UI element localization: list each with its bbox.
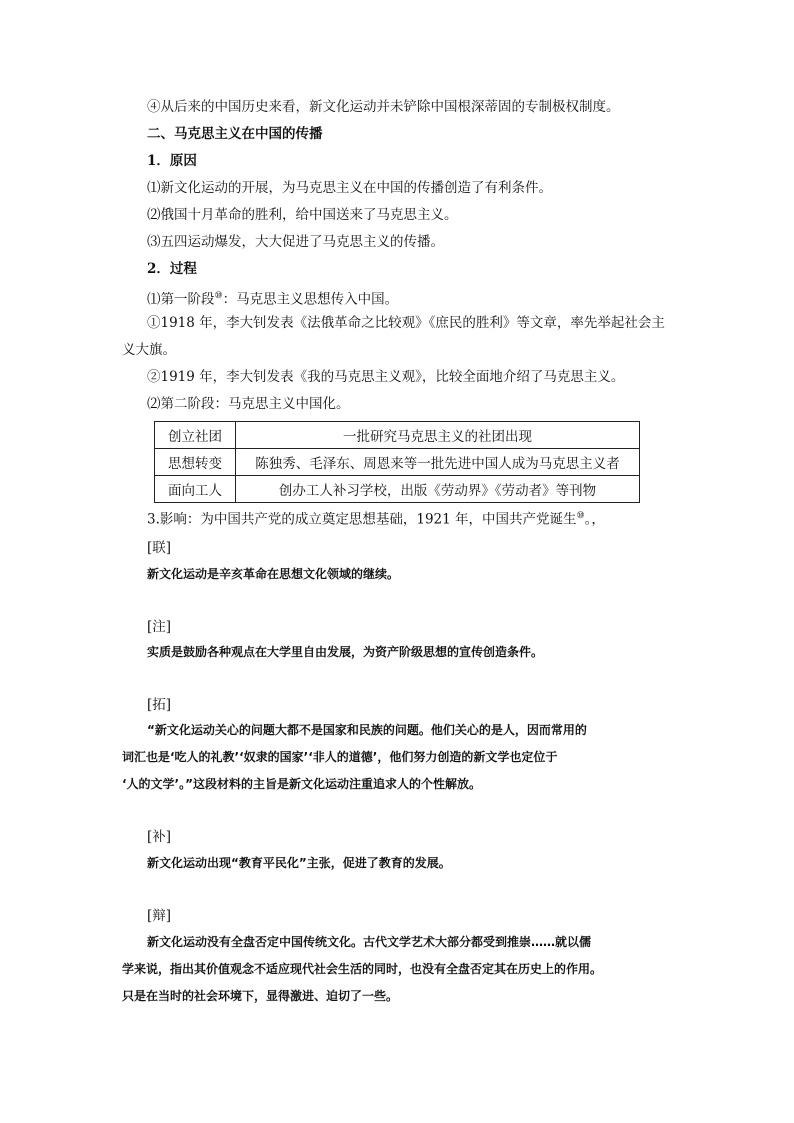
stage-2: ⑵第二阶段：马克思主义中国化。 — [147, 396, 350, 412]
footnote-mark: ⑩ — [576, 511, 585, 521]
paragraph-point-4: ④从后来的中国历史来看，新文化运动并未铲除中国根深蒂固的专制极权制度。 — [147, 99, 620, 115]
note-bian-line1: 新文化运动没有全盘否定中国传统文化。古代文学艺术大部分都受到推崇……就以儒 — [147, 935, 592, 949]
stage-1-item-a-line2: 义大旗。 — [122, 342, 176, 358]
impact-text: 3.影响：为中国共产党的成立奠定思想基础，1921 年，中国共产党诞生 — [147, 511, 577, 528]
note-lian: 新文化运动是辛亥革命在思想文化领域的继续。 — [147, 567, 400, 581]
note-tag-bu: [补] — [147, 829, 172, 845]
note-tuo-line3: ‘人的文学’。”这段材料的主旨是新文化运动注重追求人的个性解放。 — [122, 777, 482, 791]
stage-1-item-b: ②1919 年，李大钊发表《我的马克思主义观》，比较全面地介绍了马克思主义。 — [147, 369, 625, 385]
impact-tail: 。， — [584, 511, 605, 528]
note-tuo-line2: 词汇也是‘吃人的礼教’‘奴隶的国家’‘非人的道德’，他们努力创造的新文学也定位于 — [122, 750, 558, 764]
subheading-causes: 1．原因 — [147, 153, 197, 169]
note-bian-line3: 只是在当时的社会环境下，显得激进、迫切了一些。 — [122, 989, 399, 1003]
table-cell-value: 陈独秀、毛泽东、周恩来等一批先进中国人成为马克思主义者 — [236, 449, 640, 476]
note-tuo-line1: “新文化运动关心的问题大都不是国家和民族的问题。他们关心的是人，因而常用的 — [147, 723, 587, 737]
table-row — [155, 476, 640, 503]
table-cell-value: 一批研究马克思主义的社团出现 — [236, 422, 640, 449]
table-row — [155, 422, 640, 449]
stage-1-item-a-line1: ①1918 年，李大钊发表《法俄革命之比较观》《庶民的胜利》等文章，率先举起社会主 — [147, 315, 665, 331]
note-tag-lian: [联] — [147, 540, 172, 556]
note-zhu: 实质是鼓励各种观点在大学里自由发展，为资产阶级思想的宣传创造条件。 — [147, 645, 544, 659]
table-row — [155, 449, 640, 476]
note-bian-line2: 学来说，指出其价值观念不适应现代社会生活的同时，也没有全盘否定其在历史上的作用。 — [122, 962, 603, 976]
stage-1 — [147, 286, 398, 310]
cause-2: ⑵俄国十月革命的胜利，给中国送来了马克思主义。 — [147, 207, 458, 223]
impact — [147, 506, 605, 530]
stage-1-text: ：马克思主义思想传入中国。 — [222, 291, 399, 308]
section-heading: 二、马克思主义在中国的传播 — [147, 126, 323, 142]
cause-1: ⑴新文化运动的开展，为马克思主义在中国的传播创造了有利条件。 — [147, 180, 552, 196]
stage-2-table — [154, 421, 640, 503]
table-cell-key: 面向工人 — [155, 476, 236, 503]
table-cell-key: 创立社团 — [155, 422, 236, 449]
table-cell-value: 创办工人补习学校，出版《劳动界》《劳动者》等刊物 — [236, 476, 640, 503]
cause-3: ⑶五四运动爆发，大大促进了马克思主义的传播。 — [147, 234, 444, 250]
stage-1-label: ⑴第一阶段 — [147, 291, 215, 308]
note-tag-tuo: [拓] — [147, 697, 172, 713]
note-tag-zhu: [注] — [147, 619, 172, 635]
footnote-mark: ⑩ — [214, 291, 223, 301]
note-bu: 新文化运动出现“教育平民化”主张，促进了教育的发展。 — [147, 856, 451, 870]
note-tag-bian: [辩] — [147, 908, 172, 924]
table-cell-key: 思想转变 — [155, 449, 236, 476]
subheading-process: 2．过程 — [147, 261, 197, 277]
